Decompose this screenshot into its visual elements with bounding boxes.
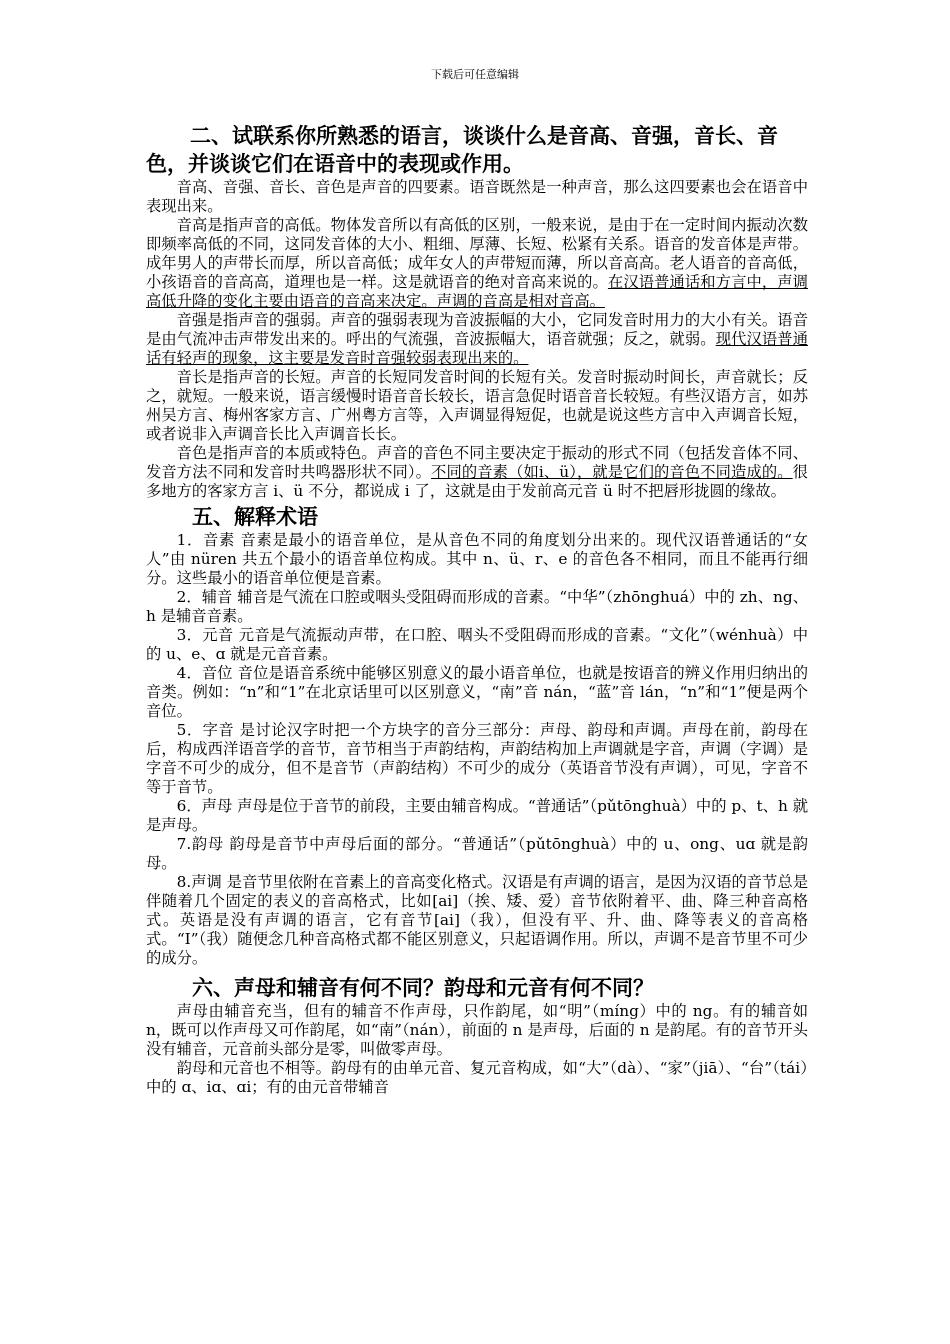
section-6-title: 六、声母和辅音有何不同？韵母和元音有何不同？ — [192, 976, 654, 1000]
document-body — [146, 122, 808, 1097]
term-item: 2．辅音 辅音是气流在口腔或咽头受阻碍而形成的音素。“中华”（zhōnghuá）中的 zh、ng、h 是辅音音素。 — [146, 588, 808, 625]
term-item: 8.声调 是音节里依附在音素上的音高变化格式。汉语是有声调的语言，是因为汉语的音节总是伴随着几个固定的表义的音高格式，比如[ai]（挨、矮、爱）音节依附着平、曲、降三种音高格式。英语是没有声调的语言，它有音节[ai]（我），但没有平、升、曲、降等表义的音高格式。“I”（我）随便念几种音高格式都不能区别意义，只起语调作用。所以，声调不是音节里不可少的成分。 — [146, 873, 808, 967]
paragraph: 音长是指声音的长短。声音的长短同发音时间的长短有关。发音时振动时间长，声音就长；反之，就短。一般来说，语言缓慢时语音音长较长，语言急促时语音音长较短。有些汉语方言，如苏州吴方言、梅州客家方言、广州粤方言等，入声调显得短促，也就是说这些方言中入声调音长短，或者说非入声调音长比入声调音长长。 — [146, 368, 808, 443]
term-item: 5．字音 是讨论汉字时把一个方块字的音分三部分：声母、韵母和声调。声母在前，韵母在后，构成西洋语音学的音节，音节相当于声韵结构，声韵结构加上声调就是字音，声调（字调）是字音不可少的成分，但不是音节（声韵结构）不可少的成分（英语音节没有声调），可见，字音不等于音节。 — [146, 721, 808, 796]
paragraph — [146, 311, 808, 368]
term-item: 7.韵母 韵母是音节中声母后面的部分。“普通话”（pǔtōnghuà）中的 u、ong、uɑ 就是韵母。 — [146, 835, 808, 872]
term-item: 6．声母 声母是位于音节的前段，主要由辅音构成。“普通话”（pǔtōnghuà）中的 p、t、h 就是声母。 — [146, 797, 808, 834]
section-5-title: 五、解释术语 — [192, 505, 318, 529]
text: 音色是指声音的本质或特色。声音的音色不同主要决定于振动的形式不同（包括发音体不同、发音方法不同和发音时共鸣器形状不同）。 — [146, 444, 808, 481]
text: 音高是指声音的高低。物体发音所以有高低的区别，一般来说，是由于在一定时间内振动次数即频率高低的不同，这同发音体的大小、粗细、厚薄、长短、松紧有关系。语音的发音体是声带。成年男人的声带长而厚，所以音高低；成年女人的声带短而薄，所以音高高。老人语音的音高低，小孩语音的音高高，道理也是一样。这是就语音的绝对音高来说的。 — [146, 216, 808, 291]
underlined-text: 现代汉语普通话有轻声的现象，这主要是发音时音强较弱表现出来的。 — [146, 330, 808, 367]
term-item: 4．音位 音位是语音系统中能够区别意义的最小语音单位，也就是按语音的辨义作用归纳出的音类。例如：“n”和“1”在北京话里可以区别意义，“南”音 nán，“蓝”音 lán，“n”和“1”便是两个音位。 — [146, 664, 808, 720]
paragraph: 韵母和元音也不相等。韵母有的由单元音、复元音构成，如“大”（dà）、“家”（jiā）、“台”（tái）中的 ɑ、iɑ、ɑi；有的由元音带辅音 — [146, 1059, 808, 1096]
underlined-text: 在汉语普通话和方言中，声调高低升降的变化主要由语音的音高来决定。声调的音高是相对音高。 — [146, 273, 808, 310]
term-item: 1．音素 音素是最小的语音单位，是从音色不同的角度划分出来的。现代汉语普通话的“女人”由 nüren 共五个最小的语音单位构成。其中 n、ü、r、e 的音色各不相同，而且不能再行细分。这些最小的语音单位便是音素。 — [146, 531, 808, 587]
paragraph — [146, 216, 808, 311]
paragraph: 声母由辅音充当，但有的辅音不作声母，只作韵尾，如“明”（míng）中的 ng。有的辅音如 n，既可以作声母又可作韵尾，如“南”（nán），前面的 n 是声母，后面的 n 是韵尾。有的音节开头没有辅音，元音前头部分是零，叫做零声母。 — [146, 1002, 808, 1058]
paragraph: 音高、音强、音长、音色是声音的四要素。语音既然是一种声音，那么这四要素也会在语音中表现出来。 — [146, 178, 808, 215]
page-header: 下载后可任意编辑 — [431, 68, 519, 81]
section-2-title: 二、试联系你所熟悉的语言，谈谈什么是音高、音强，音长、音色，并谈谈它们在语音中的表现或作用。 — [146, 124, 778, 176]
term-item: 3．元音 元音是气流振动声带，在口腔、咽头不受阻碍而形成的音素。“文化”（wénhuà）中的 u、e、ɑ 就是元音音素。 — [146, 626, 808, 663]
text: 音强是指声音的强弱。声音的强弱表现为音波振幅的大小，它同发音时用力的大小有关。语音是由气流冲击声带发出来的。呼出的气流强，音波振幅大，语音就强；反之，就弱。 — [146, 311, 808, 348]
underlined-text: 不同的音素（如i、ü），就是它们的音色不同造成的。 — [431, 463, 793, 481]
paragraph — [146, 444, 808, 501]
text: 很多地方的客家方言 i、ü 不分，都说成 i 了，这就是由于发前高元音 ü 时不把唇形拢圆的缘故。 — [146, 463, 808, 500]
